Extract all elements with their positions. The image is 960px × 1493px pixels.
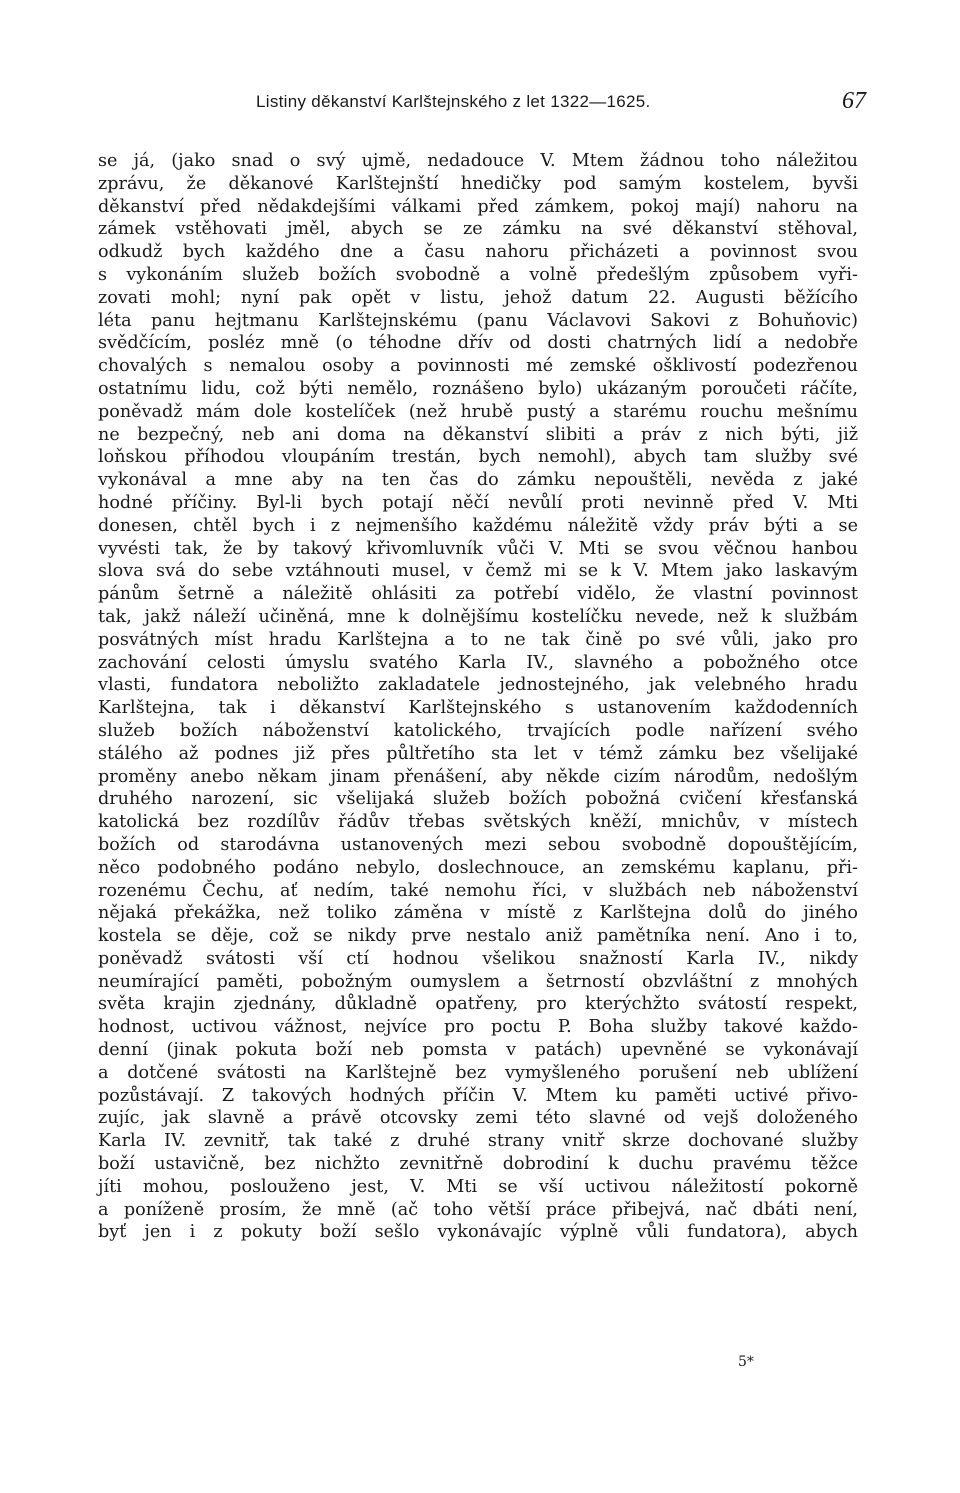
text-line: katolická bez rozdílův řádův třebas světských kněží, mnichův, v místech: [98, 812, 858, 833]
text-line: jíti mohou, poslouženo jest, V. Mti se vší uctivou náležitostí pokorně: [98, 1176, 858, 1197]
text-line: kostela se děje, což se nikdy prve nestalo aniž pamětníka není. Ano i to,: [98, 926, 858, 947]
text-line: zachování celosti úmyslu svatého Karla IV., slavného a pobožného otce: [98, 652, 858, 673]
text-line: děkanství před nědakdejšími válkami před zámkem, pokoj mají) nahoru na: [98, 196, 858, 217]
text-line: neumírající paměti, pobožným oumyslem a šetrností obzvláštní z mnohých: [98, 971, 858, 992]
text-line: donesen, chtěl bych i z nejmenšího každému náležitě vždy práv býti a se: [98, 515, 858, 536]
text-line: nějaká překážka, než toliko záměna v místě z Karlštejna dolů do jiného: [98, 903, 858, 924]
text-line: zovati mohl; nyní pak opět v listu, jehož datum 22. Augusti běžícího: [98, 287, 858, 308]
text-line: zujíc, jak slavně a právě otcovsky zemi této slavné od vejš doloženého: [98, 1108, 858, 1129]
page-header: [96, 88, 866, 116]
text-line: byť jen i z pokuty boží sešlo vykonávajíc výplně vůli fundatora), abych: [98, 1222, 858, 1243]
text-line: Karla IV. zevnitř, tak také z druhé strany vnitř skrze dochované služby: [98, 1131, 858, 1152]
text-line: ostatnímu lidu, což býti nemělo, roznášeno bylo) ukázaným poroučeti ráčíte,: [98, 378, 858, 399]
text-line: boží ustavičně, bez nichžto zevnitřně dobrodiní k duchu pravému těžce: [98, 1154, 858, 1175]
text-line: hodné příčiny. Byl-li bych potají něčí nevůlí proti nevinně před V. Mti: [98, 492, 858, 513]
text-line: zprávu, že děkanové Karlštejnští hnedičky pod samým kostelem, byvši: [98, 173, 858, 194]
text-line: pozůstávají. Z takových hodných příčin V. Mtem ku paměti uctivé přivo-: [98, 1085, 858, 1106]
text-line: a dotčené svátosti na Karlštejně bez vymyšleného porušení neb ublížení: [98, 1062, 858, 1083]
text-line: služeb božích náboženství katolického, trvajících podle nařízení svého: [98, 720, 858, 741]
running-title: Listiny děkanství Karlštejnského z let 1322—1625.: [256, 92, 651, 111]
text-line: vlasti, fundatora neboližto zakladatele jednostejného, jak velebného hradu: [98, 675, 858, 696]
text-line: a poníženě prosím, že mně (ač toho větší práce přibejvá, nač dbáti není,: [98, 1199, 858, 1220]
text-line: ne bezpečný, neb ani doma na děkanství slibiti a práv z nich býti, již: [98, 424, 858, 445]
text-line: pánům šetrně a náležitě ohlásiti za potřebí vidělo, že vlastní povinnost: [98, 584, 858, 605]
text-line: odkudž bych každého dne a času nahoru přicházeti a povinnost svou: [98, 242, 858, 263]
text-line: poněvadž mám dole kostelíček (než hrubě pustý a starému rouchu mešnímu: [98, 401, 858, 422]
page-number: 67: [842, 88, 866, 114]
text-line: božích od starodávna ustanovených mezi sebou svobodně dopouštějícím,: [98, 834, 858, 855]
text-line: denní (jinak pokuta boží neb pomsta v patách) upevněné se vykonávají: [98, 1040, 858, 1061]
text-line: stálého až podnes již přes půltřetího sta let v témž zámku bez všelijaké: [98, 743, 858, 764]
text-line: vykonával a mne aby na ten čas do zámku nepouštěli, nevěda z jaké: [98, 470, 858, 491]
text-line: hodnost, uctivou vážnost, nejvíce pro poctu P. Boha služby takové každo-: [98, 1017, 858, 1038]
text-line: Karlštejna, tak i děkanství Karlštejnského s ustanovením každodenních: [98, 698, 858, 719]
text-line: druhého narození, sic všelijaká služeb božích pobožná cvičení křesťanská: [98, 789, 858, 810]
text-line: rozenému Čechu, ať nedím, také nemohu říci, v službách neb náboženství: [98, 880, 858, 901]
signature-mark: 5*: [738, 1354, 754, 1370]
text-line: posvátných míst hradu Karlštejna a to ne tak čině po své vůli, jako pro: [98, 629, 858, 650]
text-line: něco podobného podáno nebylo, doslechnouce, an zemskému kaplanu, při-: [98, 857, 858, 878]
text-line: léta panu hejtmanu Karlštejnskému (panu Václavovi Sakovi z Bohuňovic): [98, 310, 858, 331]
text-line: vyvésti tak, že by takový křivomluvník vůči V. Mti se svou věčnou hanbou: [98, 538, 858, 559]
text-line: zámek vstěhovati jměl, abych se ze zámku na své děkanství stěhoval,: [98, 219, 858, 240]
text-line: proměny anebo někam jinam přenášení, aby někde cizím národům, nedošlým: [98, 766, 858, 787]
text-line: poněvadž svátosti vší ctí hodnou všelikou snažností Karla IV., nikdy: [98, 948, 858, 969]
text-line: slova svá do sebe vztáhnouti musel, v čemž mi se k V. Mtem jako laskavým: [98, 561, 858, 582]
text-line: světa krajin zjednány, důkladně opatřeny, pro kterýchžto svátostí respekt,: [98, 994, 858, 1015]
body-text: [98, 150, 858, 1244]
text-line: s vykonáním služeb božích svobodně a volně předešlým způsobem vyři-: [98, 264, 858, 285]
text-line: tak, jakž náleží učiněná, mne k dolnějšímu kostelíčku nevede, než k službám: [98, 606, 858, 627]
text-line: chovalých s nemalou osoby a povinnosti mé zemské ošklivostí podezřenou: [98, 356, 858, 377]
text-line: svědčícím, posléz mně (o téhodne dřív od dosti chatrných lidí a nedobře: [98, 333, 858, 354]
text-line: se já, (jako snad o svý ujmě, nedadouce V. Mtem žádnou toho náležitou: [98, 151, 858, 171]
text-line: loňskou příhodou vloupáním trestán, bych nemohl), abych tam služby své: [98, 447, 858, 468]
